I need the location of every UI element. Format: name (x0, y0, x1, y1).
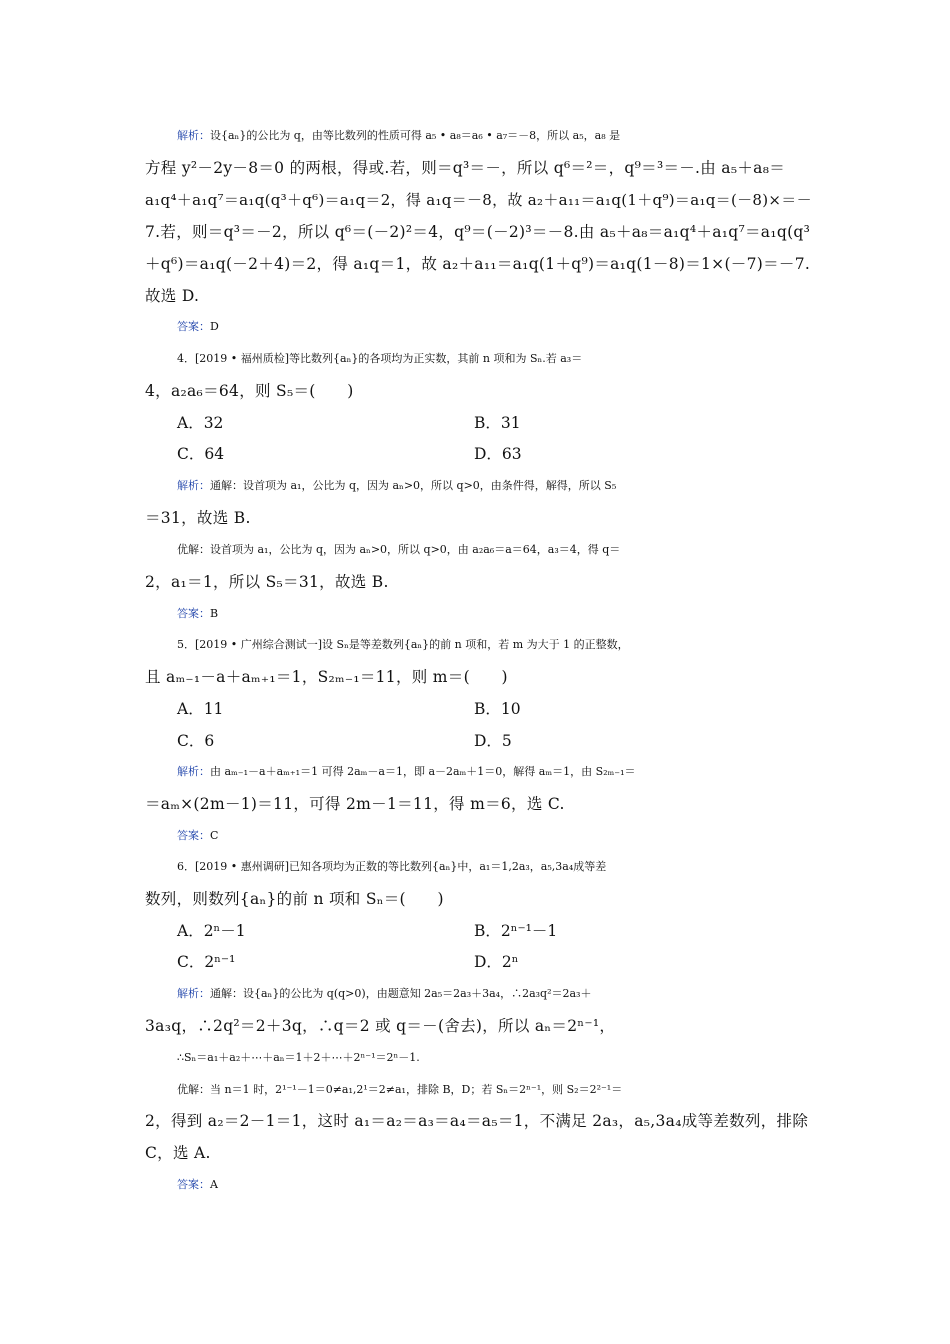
text-line: ∴Sₙ＝a₁＋a₂＋⋯＋aₙ＝1＋2＋⋯＋2ⁿ⁻¹＝2ⁿ－1. (177, 1051, 420, 1064)
option-d: D．2ⁿ (474, 953, 519, 971)
option-c: C．6 (177, 732, 215, 750)
text-line: a₁q⁴＋a₁q⁷＝a₁q(q³＋q⁶)＝a₁q＝2，得 a₁q＝－8，故 a₂＋a₁₁＝a₁q(1＋q⁹)＝a₁q＝(－8)×＝－ (145, 191, 812, 209)
text-line: 解析：设{aₙ}的公比为 q，由等比数列的性质可得 a₅ • a₈＝a₆ • a₇＝－8，所以 a₅，a₈ 是 (177, 129, 621, 142)
text-line: 方程 y²－2y－8＝0 的两根，得或.若，则＝q³＝－，所以 q⁶＝²＝，q⁹＝³＝－.由 a₅＋a₈＝ (145, 159, 786, 177)
question-6-line: 6．[2019 • 惠州调研]已知各项均为正数的等比数列{aₙ}中，a₁＝1,2a₃，a₅,3a₄成等差 (177, 860, 607, 873)
option-d: D．5 (474, 732, 512, 750)
text-line: 故选 D. (145, 287, 200, 305)
answer-line: 答案：C (177, 829, 219, 842)
text-line: 优解：当 n＝1 时，2¹⁻¹－1＝0≠a₁,2¹＝2≠a₁，排除 B，D；若 Sₙ＝2ⁿ⁻¹，则 S₂＝2²⁻¹＝ (177, 1083, 623, 1096)
text-line: 2，得到 a₂＝2－1＝1，这时 a₁＝a₂＝a₃＝a₄＝a₅＝1，不满足 2a₃，a₅,3a₄成等差数列，排除 (145, 1112, 809, 1130)
text-line: ＝aₘ×(2m－1)＝11，可得 2m－1＝11，得 m＝6，选 C. (145, 795, 565, 813)
analysis-label: 解析： (177, 129, 210, 142)
option-c: C．2ⁿ⁻¹ (177, 953, 236, 971)
question-4-line: 4．[2019 • 福州质检]等比数列{aₙ}的各项均为正实数，其前 n 项和为 Sₙ.若 a₃＝ (177, 352, 583, 365)
text-line: 解析：由 aₘ₋₁－a＋aₘ₊₁＝1 可得 2aₘ－a＝1，即 a－2aₘ＋1＝0，解得 aₘ＝1，由 S₂ₘ₋₁＝ (177, 765, 636, 778)
question-5-line: 且 aₘ₋₁－a＋aₘ₊₁＝1，S₂ₘ₋₁＝11，则 m＝( ) (145, 668, 508, 686)
option-a: A．32 (177, 414, 224, 432)
analysis-label: 解析： (177, 987, 210, 1000)
answer-label: 答案： (177, 607, 210, 620)
option-b: B．10 (474, 700, 521, 718)
text-line: C，选 A. (145, 1144, 211, 1162)
answer-line: 答案：A (177, 1178, 218, 1191)
question-5-line: 5．[2019 • 广州综合测试一]设 Sₙ是等差数列{aₙ}的前 n 项和，若 m 为大于 1 的正整数， (177, 638, 629, 651)
answer-label: 答案： (177, 1178, 210, 1191)
text-line: 3a₃q，∴2q²＝2＋3q，∴q＝2 或 q＝－(舍去)，所以 aₙ＝2ⁿ⁻¹， (145, 1017, 616, 1035)
text-line: 解析：通解：设首项为 a₁，公比为 q，因为 aₙ>0，所以 q>0，由条件得，解得，所以 S₅ (177, 479, 617, 492)
analysis-label: 解析： (177, 479, 210, 492)
option-b: B．2ⁿ⁻¹－1 (474, 922, 558, 940)
question-4-line: 4，a₂a₆＝64，则 S₅＝( ) (145, 382, 354, 400)
text-line: 2，a₁＝1，所以 S₅＝31，故选 B. (145, 573, 389, 591)
option-d: D．63 (474, 445, 522, 463)
option-b: B．31 (474, 414, 521, 432)
option-a: A．11 (177, 700, 224, 718)
text-line: 优解：设首项为 a₁，公比为 q，因为 aₙ>0，所以 q>0，由 a₂a₆＝a＝64，a₃＝4，得 q＝ (177, 543, 621, 556)
answer-label: 答案： (177, 320, 210, 333)
text-line: 7.若，则＝q³＝－2，所以 q⁶＝(－2)²＝4，q⁹＝(－2)³＝－8.由 a₅＋a₈＝a₁q⁴＋a₁q⁷＝a₁q(q³ (145, 223, 811, 241)
answer-label: 答案： (177, 829, 210, 842)
text-line: ＋q⁶)＝a₁q(－2＋4)＝2，得 a₁q＝1，故 a₂＋a₁₁＝a₁q(1＋q⁹)＝a₁q(1－8)＝1×(－7)＝－7. (145, 255, 811, 273)
text-line: ＝31，故选 B. (145, 509, 251, 527)
option-c: C．64 (177, 445, 225, 463)
answer-line: 答案：B (177, 607, 219, 620)
option-a: A．2ⁿ－1 (177, 922, 246, 940)
answer-line: 答案：D (177, 320, 219, 333)
question-6-line: 数列，则数列{aₙ}的前 n 项和 Sₙ＝( ) (145, 890, 444, 908)
analysis-label: 解析： (177, 765, 210, 778)
text-line: 解析：通解：设{aₙ}的公比为 q(q>0)，由题意知 2a₅＝2a₃＋3a₄，∴2a₃q²＝2a₃＋ (177, 987, 592, 1000)
